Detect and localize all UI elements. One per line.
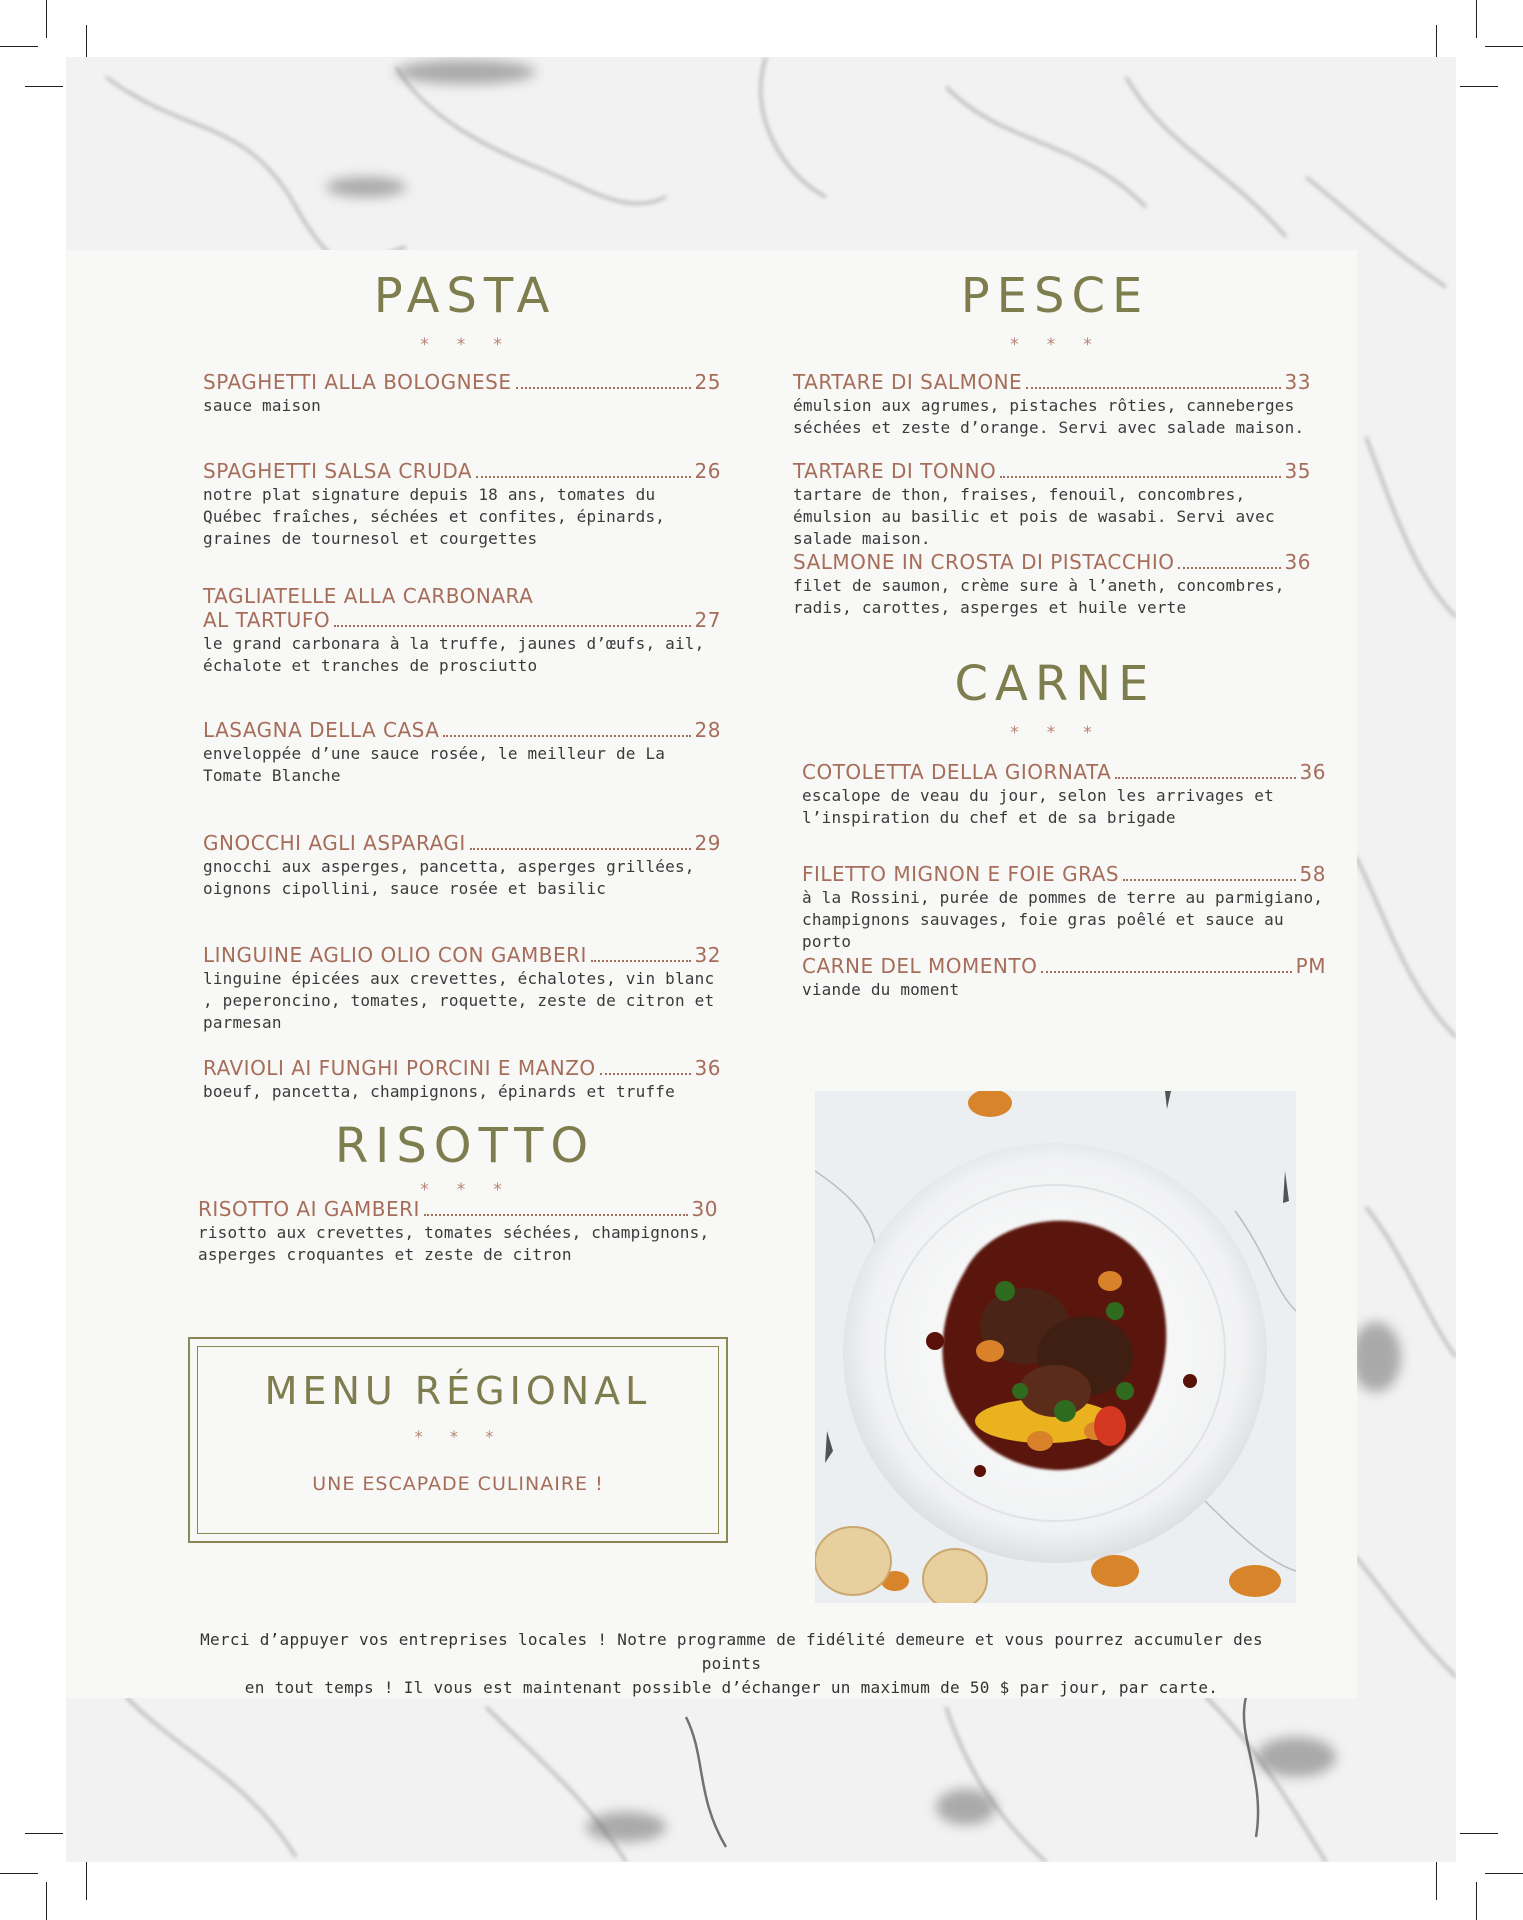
- item-description: gnocchi aux asperges, pancetta, asperges grillées, oignons cipollini, sauce rosée et basilic: [203, 857, 695, 898]
- crop-mark: [1476, 1882, 1477, 1920]
- menu-item: [802, 954, 1326, 1001]
- item-name: LASAGNA DELLA CASA: [203, 718, 440, 742]
- item-price: 33: [1284, 370, 1311, 394]
- item-name: SPAGHETTI SALSA CRUDA: [203, 459, 473, 483]
- item-description: sauce maison: [203, 396, 321, 415]
- item-name: TAGLIATELLE ALLA CARBONARA: [203, 584, 534, 608]
- item-name: RISOTTO AI GAMBERI: [198, 1197, 420, 1221]
- item-name: CARNE DEL MOMENTO: [802, 954, 1038, 978]
- section-divider: * * *: [419, 1180, 511, 1200]
- section-divider: * * *: [1009, 335, 1101, 355]
- regional-menu-title: MENU RÉGIONAL: [264, 1369, 652, 1413]
- menu-item: [203, 1056, 721, 1103]
- crop-mark: [46, 0, 47, 38]
- crop-mark: [0, 46, 38, 47]
- crop-mark: [25, 86, 63, 87]
- section-title-risotto: RISOTTO: [334, 1118, 596, 1174]
- crop-mark: [25, 1833, 63, 1834]
- item-name: GNOCCHI AGLI ASPARAGI: [203, 831, 466, 855]
- item-name: TARTARE DI TONNO: [793, 459, 997, 483]
- section-divider: * * *: [413, 1427, 503, 1446]
- item-price: 30: [691, 1197, 718, 1221]
- crop-mark: [1460, 1833, 1498, 1834]
- item-price: PM: [1295, 954, 1326, 978]
- item-price: 29: [694, 831, 721, 855]
- section-divider: * * *: [419, 335, 511, 355]
- item-name: FILETTO MIGNON E FOIE GRAS: [802, 862, 1120, 886]
- menu-item: [793, 370, 1311, 439]
- item-price: 25: [694, 370, 721, 394]
- item-description: risotto aux crevettes, tomates séchées, champignons, asperges croquantes et zeste de citron: [198, 1223, 710, 1264]
- item-name: RAVIOLI AI FUNGHI PORCINI E MANZO: [203, 1056, 596, 1080]
- item-name: COTOLETTA DELLA GIORNATA: [802, 760, 1112, 784]
- section-title-carne: CARNE: [954, 656, 1156, 712]
- item-name: SPAGHETTI ALLA BOLOGNESE: [203, 370, 512, 394]
- item-description: viande du moment: [802, 980, 960, 999]
- item-description: émulsion aux agrumes, pistaches rôties, canneberges séchées et zeste d’orange. Servi avec salade maison.: [793, 396, 1305, 437]
- item-price: 32: [694, 943, 721, 967]
- item-price: 36: [694, 1056, 721, 1080]
- menu-item: [203, 584, 721, 677]
- item-description: tartare de thon, fraises, fenouil, concombres, émulsion au basilic et pois de wasabi. Servi avec salade maison.: [793, 485, 1275, 548]
- item-description: notre plat signature depuis 18 ans, tomates du Québec fraîches, séchées et confites, épinards, graines de tournesol et courgettes: [203, 485, 666, 548]
- footer-line: en tout temps ! Il vous est maintenant possible d’échanger un maximum de 50 $ par jour, par carte.: [244, 1678, 1219, 1697]
- regional-menu-box: [188, 1337, 728, 1543]
- item-description: enveloppée d’une sauce rosée, le meilleur de La Tomate Blanche: [203, 744, 666, 785]
- item-price: 28: [694, 718, 721, 742]
- menu-item: [793, 550, 1311, 619]
- footer-line: Merci d’appuyer vos entreprises locales ! Notre programme de fidélité demeure et vous pourrez accumuler des points: [200, 1630, 1263, 1673]
- crop-mark: [1436, 1862, 1437, 1900]
- menu-item: [802, 760, 1326, 829]
- crop-mark: [1476, 0, 1477, 38]
- menu-item: [203, 718, 721, 787]
- section-title-pasta: PASTA: [373, 268, 557, 324]
- item-price: 36: [1299, 760, 1326, 784]
- item-name: LINGUINE AGLIO OLIO CON GAMBERI: [203, 943, 587, 967]
- menu-item: [793, 459, 1311, 550]
- crop-mark: [1460, 86, 1498, 87]
- crop-mark: [46, 1882, 47, 1920]
- menu-item: [203, 943, 721, 1034]
- dish-photo: [815, 1091, 1296, 1603]
- item-description: à la Rossini, purée de pommes de terre au parmigiano, champignons sauvages, foie gras poêlé et sauce au porto: [802, 888, 1324, 951]
- footer-note: [180, 1628, 1283, 1700]
- item-name-continued: AL TARTUFO: [203, 608, 331, 632]
- item-price: 26: [694, 459, 721, 483]
- regional-menu-subtitle: UNE ESCAPADE CULINAIRE !: [312, 1473, 604, 1495]
- item-description: linguine épicées aux crevettes, échalotes, vin blanc , peperoncino, tomates, roquette, zeste de citron et parmesan: [203, 969, 715, 1032]
- menu-item: [198, 1197, 718, 1266]
- crop-mark: [1485, 1873, 1523, 1874]
- item-name: SALMONE IN CROSTA DI PISTACCHIO: [793, 550, 1175, 574]
- section-divider: * * *: [1009, 723, 1101, 743]
- section-title-pesce: PESCE: [960, 268, 1150, 324]
- menu-item: [203, 370, 721, 417]
- item-price: 35: [1284, 459, 1311, 483]
- crop-mark: [0, 1873, 38, 1874]
- crop-mark: [86, 1862, 87, 1900]
- menu-item: [203, 459, 721, 550]
- item-description: filet de saumon, crème sure à l’aneth, concombres, radis, carottes, asperges et huile verte: [793, 576, 1285, 617]
- crop-mark: [1485, 46, 1523, 47]
- item-price: 36: [1284, 550, 1311, 574]
- item-description: le grand carbonara à la truffe, jaunes d’œufs, ail, échalote et tranches de prosciutto: [203, 634, 705, 675]
- menu-item: [203, 831, 721, 900]
- menu-item: [802, 862, 1326, 953]
- item-description: boeuf, pancetta, champignons, épinards et truffe: [203, 1082, 675, 1101]
- item-price: 27: [694, 608, 721, 632]
- item-name: TARTARE DI SALMONE: [793, 370, 1023, 394]
- item-description: escalope de veau du jour, selon les arrivages et l’inspiration du chef et de sa brigade: [802, 786, 1274, 827]
- item-price: 58: [1299, 862, 1326, 886]
